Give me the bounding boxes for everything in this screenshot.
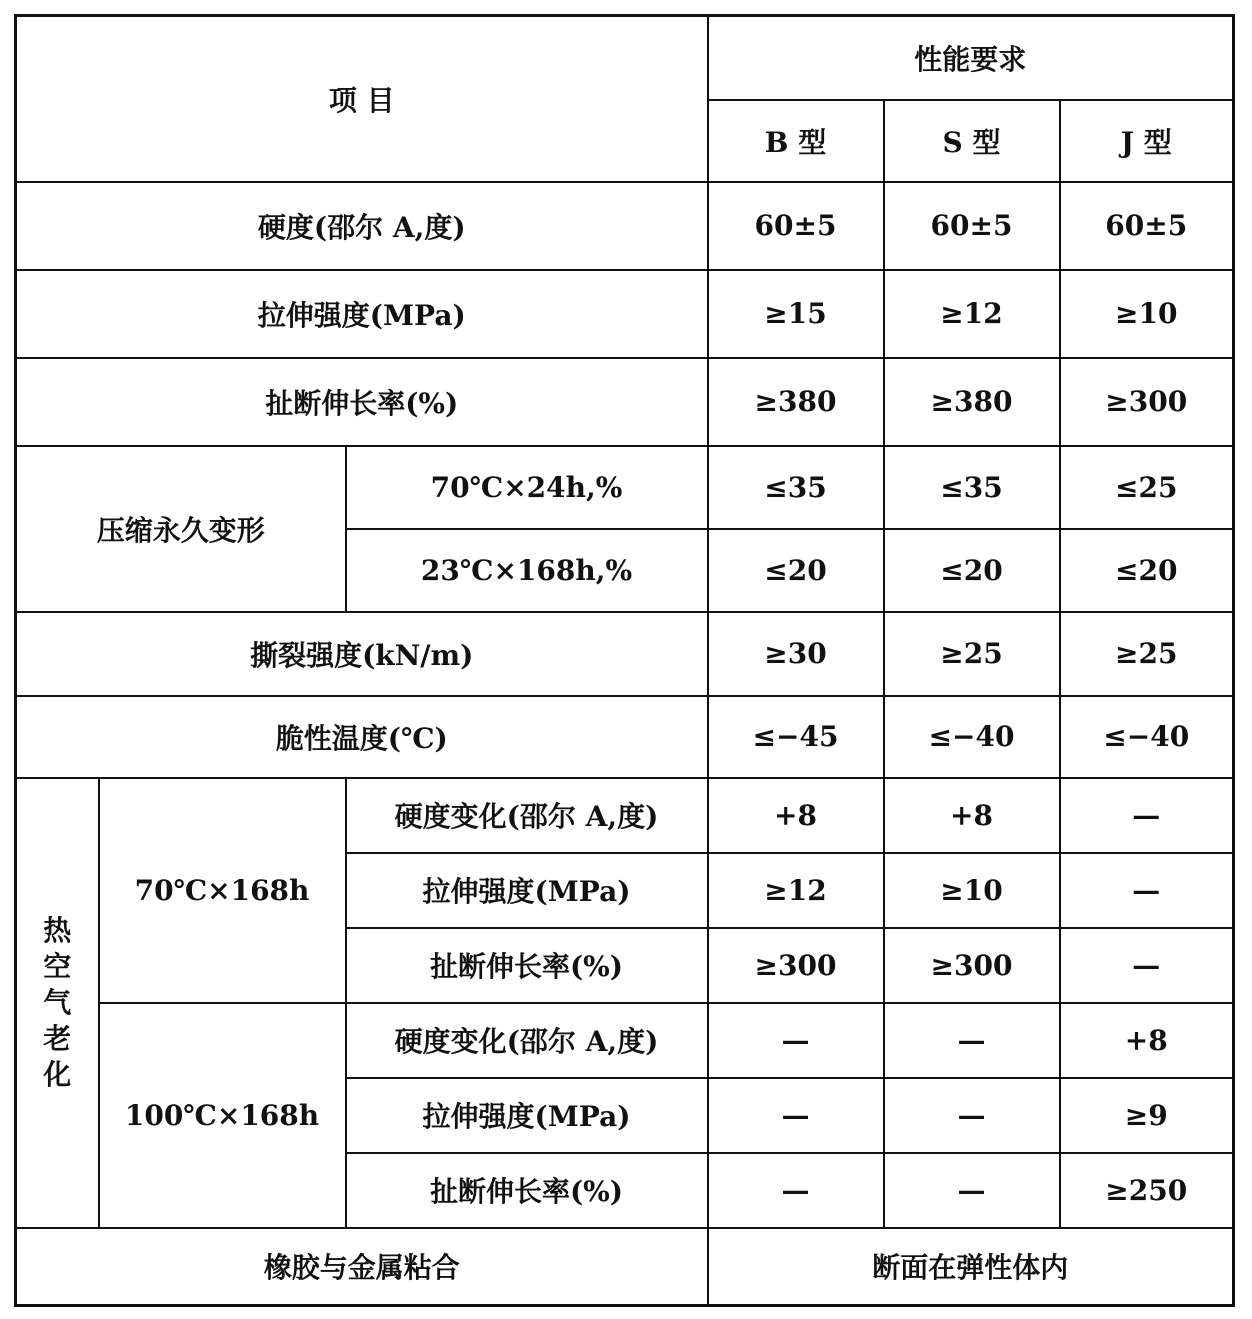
cell-value: —: [1060, 928, 1234, 1003]
cell-value: ≤−45: [708, 696, 884, 778]
header-row-1: [16, 16, 1234, 100]
cell-value: ≤20: [708, 529, 884, 612]
cell-value: 断面在弹性体内: [708, 1228, 1234, 1306]
aging-condition: 70℃×168h: [99, 778, 346, 1003]
cell-value: ≤25: [1060, 446, 1234, 529]
cell-value: ≥250: [1060, 1153, 1234, 1228]
cell-value: ≥25: [884, 612, 1060, 696]
aging-char: 化: [43, 1057, 72, 1091]
cell-value: ≤−40: [884, 696, 1060, 778]
row-label: 脆性温度(℃): [16, 696, 708, 778]
type-b-header: B 型: [708, 100, 884, 182]
row-label: 扯断伸长率(%): [16, 358, 708, 446]
cell-value: ≤20: [1060, 529, 1234, 612]
row-label: 压缩永久变形: [16, 446, 346, 612]
cell-value: ≥12: [708, 853, 884, 928]
cell-value: ≥10: [1060, 270, 1234, 358]
cell-value: ≥15: [708, 270, 884, 358]
table-row: [16, 696, 1234, 778]
cell-value: 60±5: [1060, 182, 1234, 270]
type-s-header: S 型: [884, 100, 1060, 182]
aging-char: 空: [43, 949, 72, 983]
sub-row-label: 70℃×24h,%: [346, 446, 708, 529]
cell-value: ≥300: [708, 928, 884, 1003]
cell-value: —: [884, 1153, 1060, 1228]
cell-value: ≥12: [884, 270, 1060, 358]
table-row: [16, 182, 1234, 270]
table-row: [16, 1228, 1234, 1306]
sub-row-label: 拉伸强度(MPa): [346, 853, 708, 928]
sub-row-label: 扯断伸长率(%): [346, 1153, 708, 1228]
cell-value: ≥10: [884, 853, 1060, 928]
aging-char: 气: [43, 985, 72, 1019]
table-row: [16, 446, 1234, 529]
cell-value: —: [1060, 853, 1234, 928]
aging-condition: 100℃×168h: [99, 1003, 346, 1228]
cell-value: ≤35: [708, 446, 884, 529]
cell-value: —: [884, 1078, 1060, 1153]
cell-value: ≥380: [884, 358, 1060, 446]
cell-value: ≤20: [884, 529, 1060, 612]
cell-value: 60±5: [708, 182, 884, 270]
aging-char: 热: [43, 913, 72, 947]
row-label: 撕裂强度(kN/m): [16, 612, 708, 696]
cell-value: —: [708, 1078, 884, 1153]
table-row: [16, 612, 1234, 696]
aging-char: 老: [43, 1021, 72, 1055]
row-label: 硬度(邵尔 A,度): [16, 182, 708, 270]
row-label: 拉伸强度(MPa): [16, 270, 708, 358]
cell-value: +8: [1060, 1003, 1234, 1078]
cell-value: ≥380: [708, 358, 884, 446]
table-row: [16, 778, 1234, 853]
cell-value: ≤35: [884, 446, 1060, 529]
sub-row-label: 硬度变化(邵尔 A,度): [346, 1003, 708, 1078]
performance-table: [14, 14, 1235, 1307]
cell-value: ≥9: [1060, 1078, 1234, 1153]
cell-value: +8: [708, 778, 884, 853]
cell-value: ≥30: [708, 612, 884, 696]
cell-value: +8: [884, 778, 1060, 853]
cell-value: ≥300: [1060, 358, 1234, 446]
sub-row-label: 扯断伸长率(%): [346, 928, 708, 1003]
type-j-header: J 型: [1060, 100, 1234, 182]
cell-value: —: [708, 1153, 884, 1228]
sub-row-label: 23℃×168h,%: [346, 529, 708, 612]
table-row: [16, 270, 1234, 358]
cell-value: 60±5: [884, 182, 1060, 270]
table-row: [16, 1003, 1234, 1078]
sub-row-label: 硬度变化(邵尔 A,度): [346, 778, 708, 853]
row-label: 橡胶与金属粘合: [16, 1228, 708, 1306]
cell-value: ≥300: [884, 928, 1060, 1003]
sub-row-label: 拉伸强度(MPa): [346, 1078, 708, 1153]
table-row: [16, 358, 1234, 446]
cell-value: ≤−40: [1060, 696, 1234, 778]
performance-header: 性能要求: [708, 16, 1234, 100]
cell-value: —: [708, 1003, 884, 1078]
cell-value: —: [1060, 778, 1234, 853]
aging-label: [16, 778, 99, 1228]
cell-value: —: [884, 1003, 1060, 1078]
item-header: 项 目: [16, 16, 708, 182]
cell-value: ≥25: [1060, 612, 1234, 696]
